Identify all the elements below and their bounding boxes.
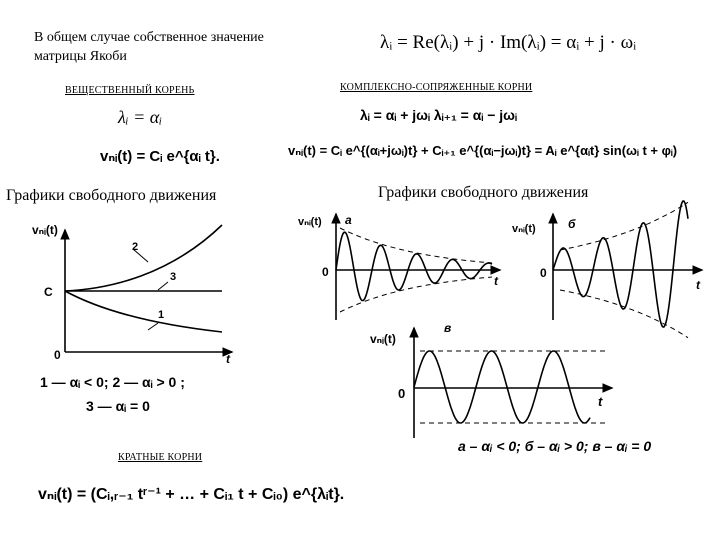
plot-b-tag: б: [568, 217, 576, 231]
real-plot-origin: 0: [54, 348, 61, 362]
real-root-legend-2: 3 — αᵢ = 0: [86, 398, 150, 414]
real-root-legend-1: 1 — αᵢ < 0; 2 — αᵢ > 0 ;: [40, 374, 185, 390]
real-root-heading: ВЕЩЕСТВЕННЫЙ КОРЕНЬ: [65, 85, 195, 96]
intro-line-2: матрицы Якоби: [34, 49, 127, 64]
real-curve-label-2: 2: [132, 241, 139, 253]
plot-a-envelope-bottom: [340, 277, 492, 312]
plot-b-envelope-bottom: [560, 290, 688, 338]
plot-b-x-label: t: [696, 278, 700, 292]
multiple-roots-heading: КРАТНЫЕ КОРНИ: [118, 452, 203, 463]
complex-root-legend: а – αᵢ < 0; б – αᵢ > 0; в – αᵢ = 0: [458, 438, 652, 454]
plot-a-envelope-top: [340, 228, 492, 263]
real-root-eq2: vₙᵢ(t) = Cᵢ e^{αᵢ t}.: [100, 148, 220, 165]
real-plot-x-label: t: [226, 352, 230, 366]
general-formula-text: λᵢ = Re(λᵢ) + j · Im(λᵢ) = αᵢ + j · ωᵢ: [380, 32, 637, 53]
real-root-plot: [32, 223, 232, 366]
real-curve-label-3: 3: [170, 271, 177, 283]
multiple-roots-eq: vₙᵢ(t) = (Cᵢ,ᵣ₋₁ tʳ⁻¹ + … + Cᵢ₁ t + Cᵢ₀) e^{λᵢt}.: [38, 486, 345, 503]
complex-plot-a: [298, 213, 500, 320]
plot-a-x-label: t: [494, 274, 498, 288]
plot-b-y-label: vₙᵢ(t): [512, 223, 536, 235]
real-root-graphs-title: Графики свободного движения: [6, 187, 217, 204]
real-root-eq1: λᵢ = αᵢ: [118, 107, 163, 127]
complex-root-heading: КОМПЛЕКСНО-СОПРЯЖЕННЫЕ КОРНИ: [340, 82, 533, 93]
plot-a-y-label: vₙᵢ(t): [298, 216, 322, 228]
complex-plot-v: [370, 321, 612, 438]
plot-a-origin: 0: [322, 265, 329, 279]
plot-v-wave: [414, 351, 590, 423]
real-plot-y-label: vₙᵢ(t): [32, 223, 58, 237]
plot-a-wave: [336, 232, 492, 300]
complex-plot-b: [512, 201, 702, 338]
real-curve-label-1: 1: [158, 309, 165, 321]
real-plot-c-label: C: [44, 285, 53, 299]
plot-v-origin: 0: [398, 386, 406, 401]
intro-line-1: В общем случае собственное значение: [34, 30, 264, 45]
plot-a-tag: а: [345, 213, 352, 227]
plot-b-origin: 0: [540, 266, 547, 280]
complex-root-eq1: λᵢ = αᵢ + jωᵢ λᵢ₊₁ = αᵢ − jωᵢ: [360, 107, 517, 123]
complex-root-graphs-title: Графики свободного движения: [378, 184, 589, 201]
plot-v-y-label: vₙᵢ(t): [370, 332, 396, 346]
complex-root-eq2: vₙᵢ(t) = Cᵢ e^{(αᵢ+jωᵢ)t} + Cᵢ₊₁ e^{(αᵢ−jωᵢ)t} = Aᵢ e^{αᵢt} sin(ωᵢ t + φᵢ): [288, 143, 678, 158]
plot-b-envelope-top: [560, 202, 688, 250]
real-curve-1: [65, 291, 222, 332]
plot-v-tag: в: [444, 321, 452, 335]
plot-v-x-label: t: [598, 394, 603, 409]
